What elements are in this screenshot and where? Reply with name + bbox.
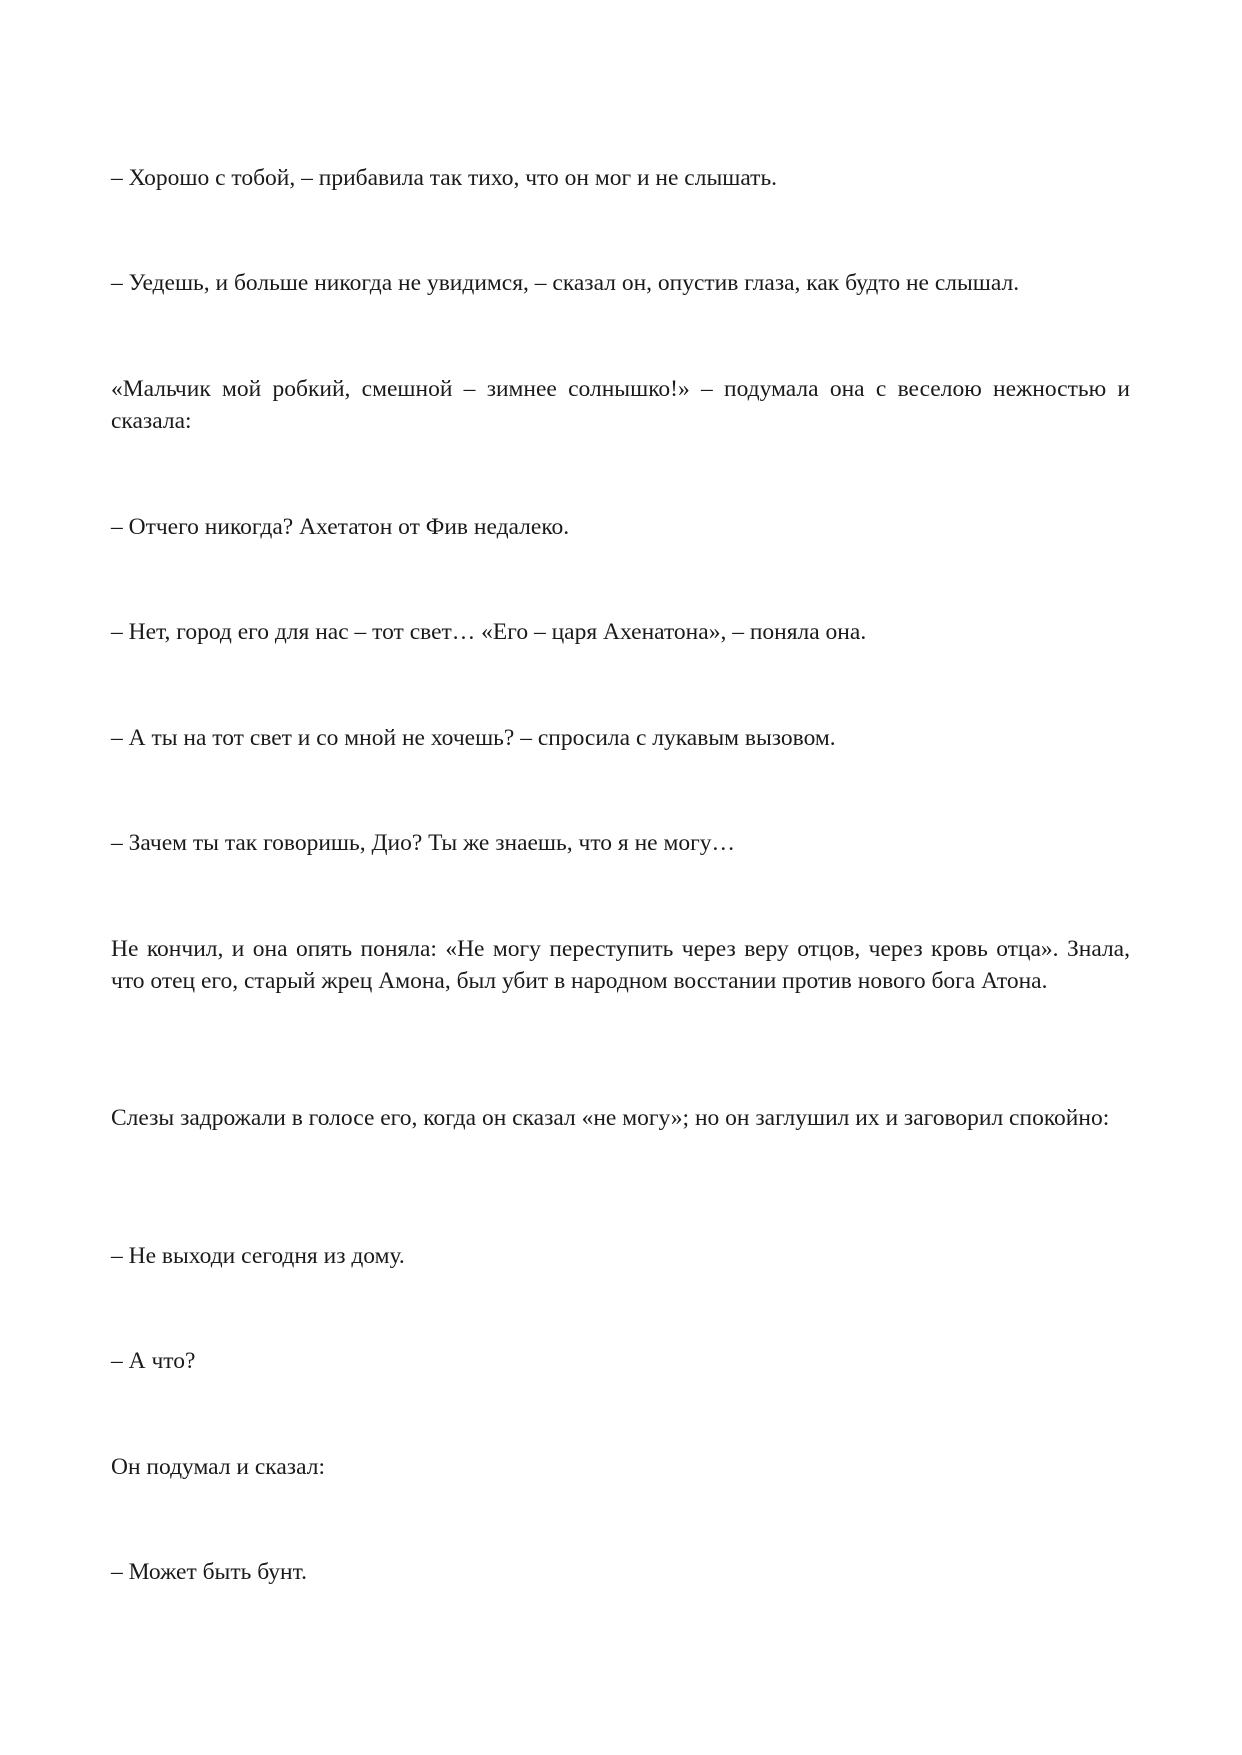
paragraph-4: – Отчего никогда? Ахетатон от Фив недалеко. — [111, 514, 570, 540]
paragraph-2: – Уедешь, и больше никогда не увидимся, – сказал он, опустив глаза, как будто не слышал. — [111, 270, 1020, 296]
paragraph-12: Он подумал и сказал: — [111, 1454, 325, 1480]
paragraph-3: «Мальчик мой робкий, смешной – зимнее солнышко!» – подумала она с веселою нежностью и сказала: — [111, 376, 1130, 434]
paragraph-6: – А ты на тот свет и со мной не хочешь? – спросила с лукавым вызовом. — [111, 725, 836, 751]
paragraph-13: – Может быть бунт. — [111, 1559, 307, 1585]
paragraph-7: – Зачем ты так говоришь, Дио? Ты же знаешь, что я не могу… — [111, 830, 735, 856]
paragraph-8: Не кончил, и она опять поняла: «Не могу переступить через веру отцов, через кровь отца». Знала, что отец его, старый жрец Амона, был убит в народном восстании против нового бога Атона. — [111, 936, 1130, 994]
paragraph-1: – Хорошо с тобой, – прибавила так тихо, что он мог и не слышать. — [111, 165, 778, 191]
paragraph-5: – Нет, город его для нас – тот свет… «Его – царя Ахенатона», – поняла она. — [111, 619, 867, 645]
paragraph-10: – Не выходи сегодня из дому. — [111, 1243, 405, 1269]
paragraph-9: Слезы задрожали в голосе его, когда он сказал «не могу»; но он заглушил их и заговорил спокойно: — [111, 1105, 1110, 1131]
paragraph-11: – А что? — [111, 1348, 196, 1374]
